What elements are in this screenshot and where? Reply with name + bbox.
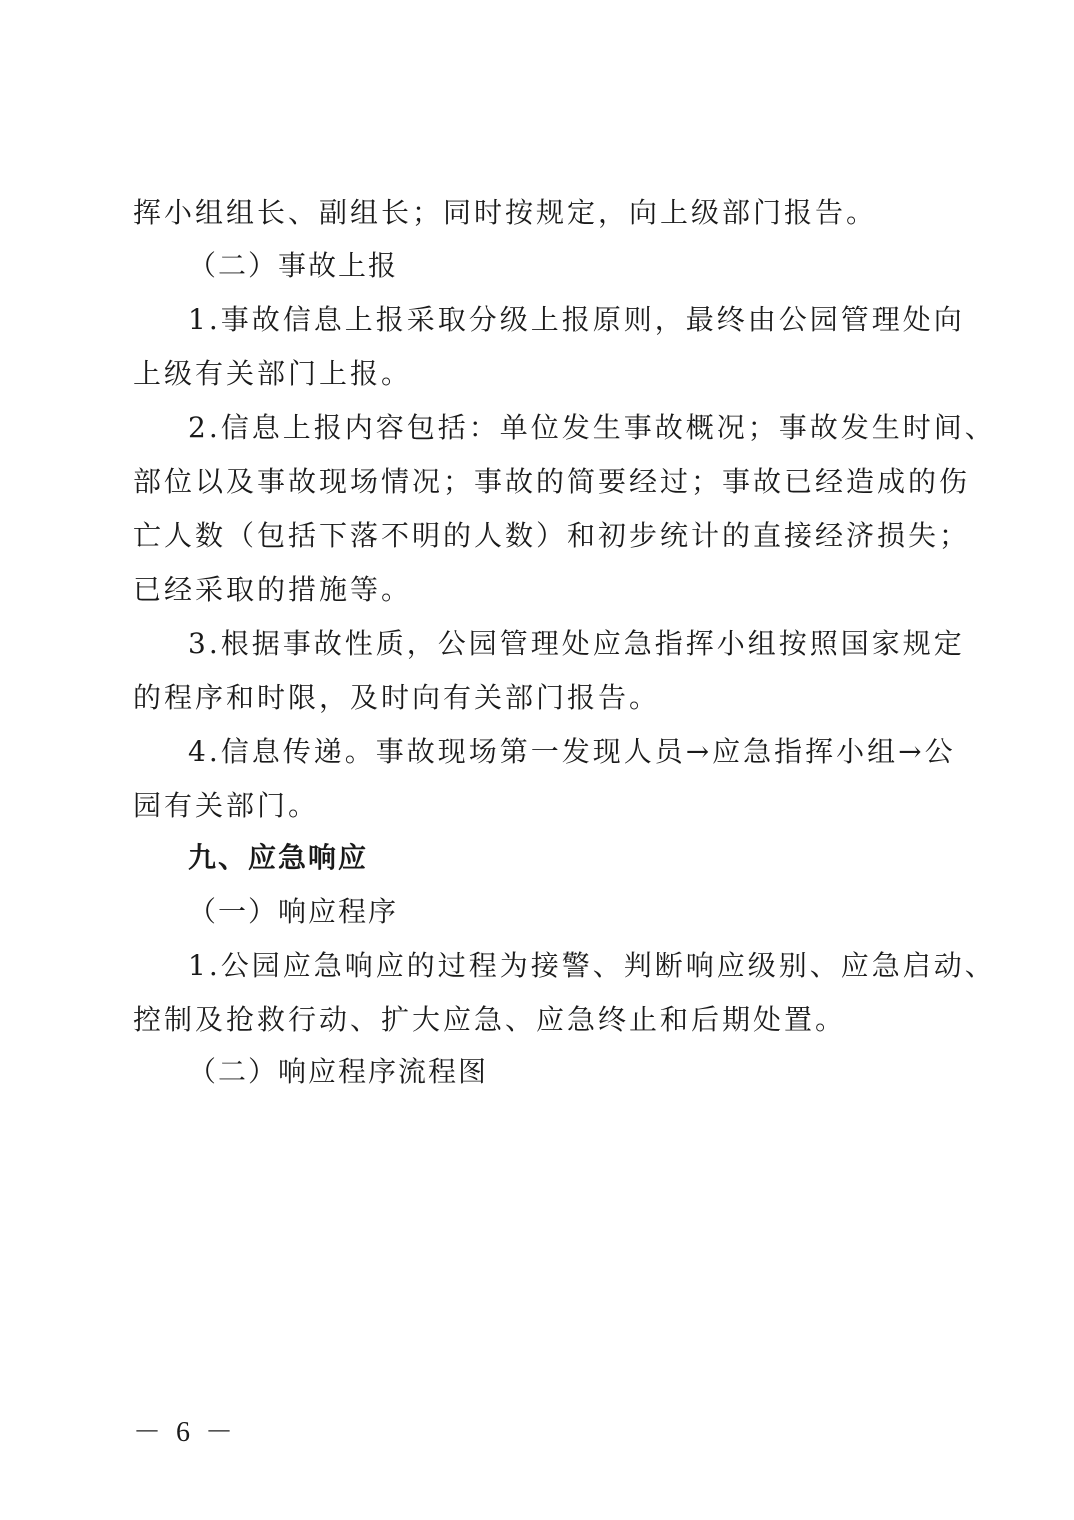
paragraph-line: 1.事故信息上报采取分级上报原则，最终由公园管理处向	[188, 303, 965, 336]
paragraph-line: 3.根据事故性质，公园管理处应急指挥小组按照国家规定	[188, 627, 965, 660]
page-number: － 6 －	[133, 1417, 238, 1448]
section-subheading-response-procedure: （一）响应程序	[188, 895, 399, 928]
paragraph-line: 挥小组组长、副组长；同时按规定，向上级部门报告。	[133, 196, 878, 229]
section-subheading-flowchart: （二）响应程序流程图	[188, 1055, 489, 1088]
paragraph-line: 4.信息传递。事故现场第一发现人员→应急指挥小组→公	[188, 735, 956, 768]
paragraph-line: 控制及抢救行动、扩大应急、应急终止和后期处置。	[133, 1003, 847, 1036]
section-heading-emergency-response: 九、应急响应	[188, 841, 369, 874]
paragraph-line: 亡人数（包括下落不明的人数）和初步统计的直接经济损失；	[133, 519, 971, 552]
paragraph-line: 2.信息上报内容包括：单位发生事故概况；事故发生时间、	[188, 411, 996, 444]
paragraph-line: 1.公园应急响应的过程为接警、判断响应级别、应急启动、	[188, 949, 996, 982]
paragraph-line: 园有关部门。	[133, 789, 320, 822]
section-subheading-accident-report: （二）事故上报	[188, 249, 399, 282]
paragraph-line: 的程序和时限，及时向有关部门报告。	[133, 681, 661, 714]
paragraph-line: 上级有关部门上报。	[133, 357, 413, 390]
paragraph-line: 已经采取的措施等。	[133, 573, 413, 606]
paragraph-line: 部位以及事故现场情况；事故的简要经过；事故已经造成的伤	[133, 465, 971, 498]
